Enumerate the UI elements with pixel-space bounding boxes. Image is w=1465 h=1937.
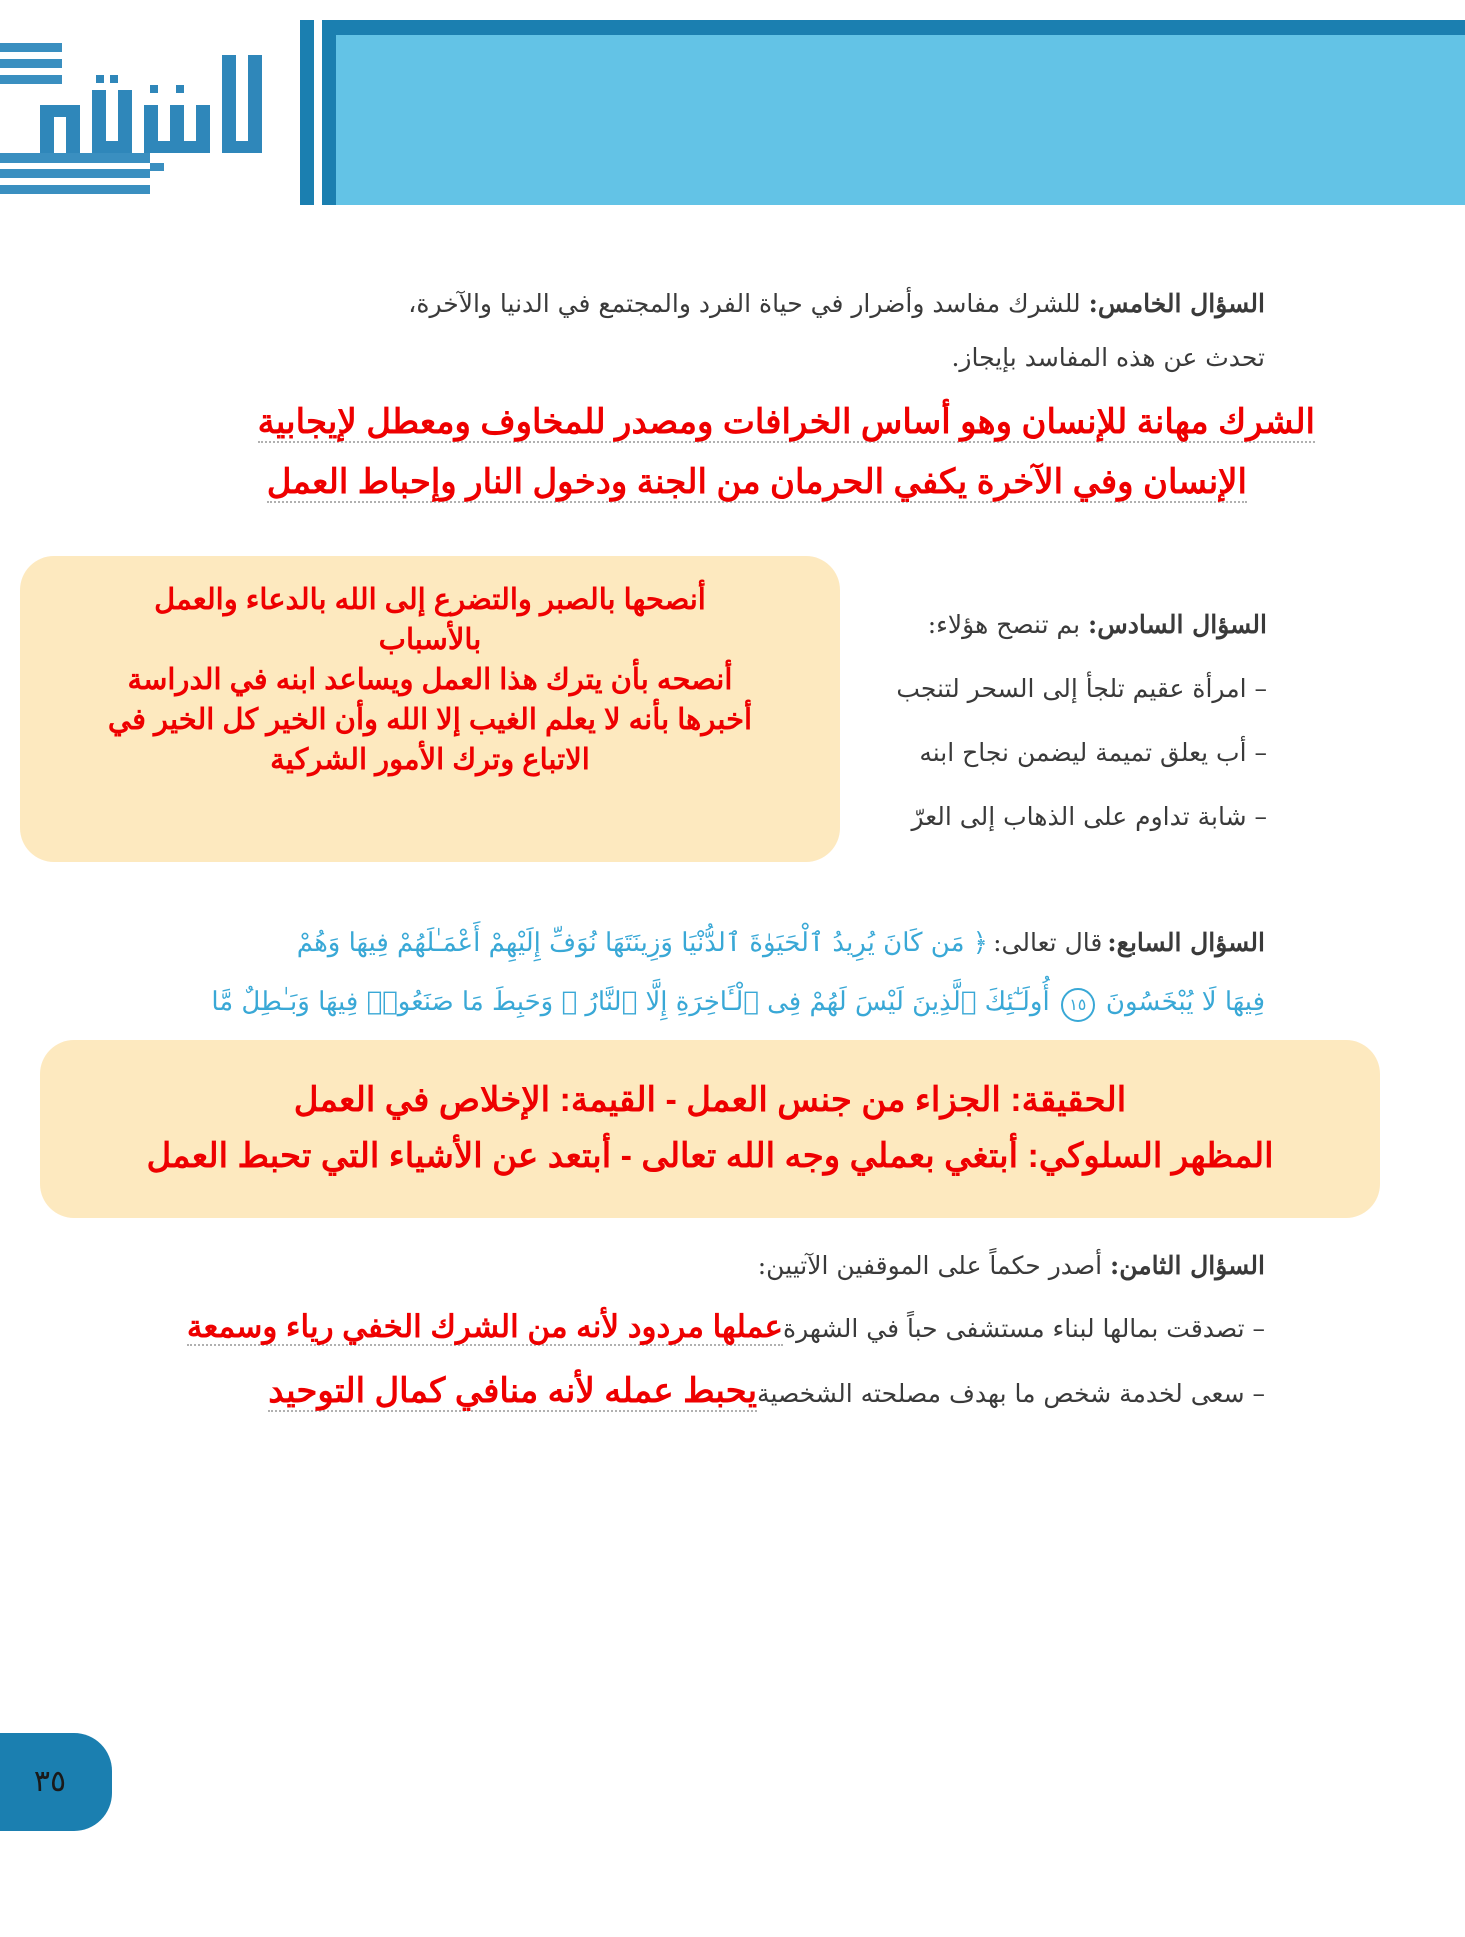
question-8-item2-answer: يحبط عمله لأنه منافي كمال التوحيد (268, 1372, 758, 1410)
question-6-answer-line: الاتباع وترك الأمور الشركية (270, 744, 590, 776)
question-6-prompt: بم تنصح هؤلاء: (927, 610, 1081, 639)
question-6-answer-line: أخبرها بأنه لا يعلم الغيب إلا الله وأن الخير كل الخير في (107, 704, 753, 736)
header-divider (300, 20, 314, 205)
question-8-item1-answer: عملها مردود لأنه من الشرك الخفي رياء وسمعة (186, 1309, 784, 1344)
question-8-item-1 (0, 1300, 1265, 1359)
question-6-item: – شابة تداوم على الذهاب إلى العرّ (911, 802, 1267, 831)
header-light-bar (335, 35, 1465, 205)
question-6-item: – امرأة عقيم تلجأ إلى السحر لتنجب (896, 674, 1267, 703)
question-7-answer-card (40, 1040, 1380, 1218)
question-5-answer (15, 392, 1315, 512)
question-5-line2: تحدث عن هذه المفاسد بإيجاز. (951, 343, 1265, 372)
question-5-answer-line2: الإنسان وفي الآخرة يكفي الحرمان من الجنة ودخول النار وإحباط العمل (266, 463, 1247, 501)
question-6-answer-line: أنصحها بالصبر والتضرع إلى الله بالدعاء والعمل (154, 584, 706, 616)
question-7-label: السؤال السابع: (1107, 928, 1265, 957)
quran-verse-line2b: أُولَـٰٓئِكَ ٱلَّذِينَ لَيْسَ لَهُمْ فِى ٱلْـَٔاخِرَةِ إِلَّا ٱلنَّارُ ۖ وَحَبِطَ مَا صَنَعُوا۟ فِيهَا وَبَـٰطِلٌ مَّا (211, 987, 1050, 1017)
question-5-answer-line1: الشرك مهانة للإنسان وهو أساس الخرافات ومصدر للمخاوف ومعطل لإيجابية (257, 403, 1315, 441)
page-number-tab (0, 1733, 112, 1831)
quran-verse-line2a: فِيهَا لَا يُبْخَسُونَ (1105, 987, 1265, 1017)
page-number: ٣٥ (33, 1764, 67, 1799)
question-7-answer-line2: المظهر السلوكي: أبتغي بعملي وجه الله تعالى - أبتعد عن الأشياء التي تحبط العمل (146, 1137, 1274, 1175)
question-6 (847, 593, 1267, 849)
question-8 (365, 1246, 1265, 1286)
question-6-item: – أب يعلق تميمة ليضمن نجاح ابنه (919, 738, 1267, 767)
question-6-answer-line: أنصحه بأن يترك هذا العمل ويساعد ابنه في الدراسة (127, 664, 733, 696)
question-8-item1-text: – تصدقت بمالها لبناء مستشفى حباً في الشهرة (783, 1314, 1265, 1343)
question-6-label: السؤال السادس: (1088, 610, 1267, 639)
question-6-answer-card (20, 556, 840, 862)
question-7 (155, 915, 1265, 1033)
question-5 (165, 284, 1265, 378)
question-8-item-2 (0, 1364, 1265, 1424)
question-5-label: السؤال الخامس: (1088, 289, 1265, 318)
header-divider (322, 20, 336, 205)
subject-logo (0, 35, 300, 205)
question-8-prompt: أصدر حكماً على الموقفين الآتيين: (757, 1251, 1103, 1280)
quran-verse-line1: ﴿ مَن كَانَ يُرِيدُ ٱلْحَيَوٰةَ ٱلدُّنْيَا وَزِينَتَهَا نُوَفِّ إِلَيْهِمْ أَعْمَـٰلَهُمْ فِيهَا وَهُمْ (296, 928, 989, 958)
question-8-item2-text: – سعى لخدمة شخص ما بهدف مصلحته الشخصية (757, 1379, 1265, 1408)
verse-number-icon: ١٥ (1061, 988, 1095, 1022)
question-5-line1: للشرك مفاسد وأضرار في حياة الفرد والمجتمع في الدنيا والآخرة، (408, 289, 1081, 318)
question-8-label: السؤال الثامن: (1110, 1251, 1265, 1280)
subject-logo-icon (0, 35, 300, 205)
question-6-answer-line: بالأسباب (378, 624, 482, 656)
question-7-intro: قال تعالى: (993, 928, 1103, 957)
question-7-answer-line1: الحقيقة: الجزاء من جنس العمل - القيمة: الإخلاص في العمل (293, 1081, 1127, 1119)
